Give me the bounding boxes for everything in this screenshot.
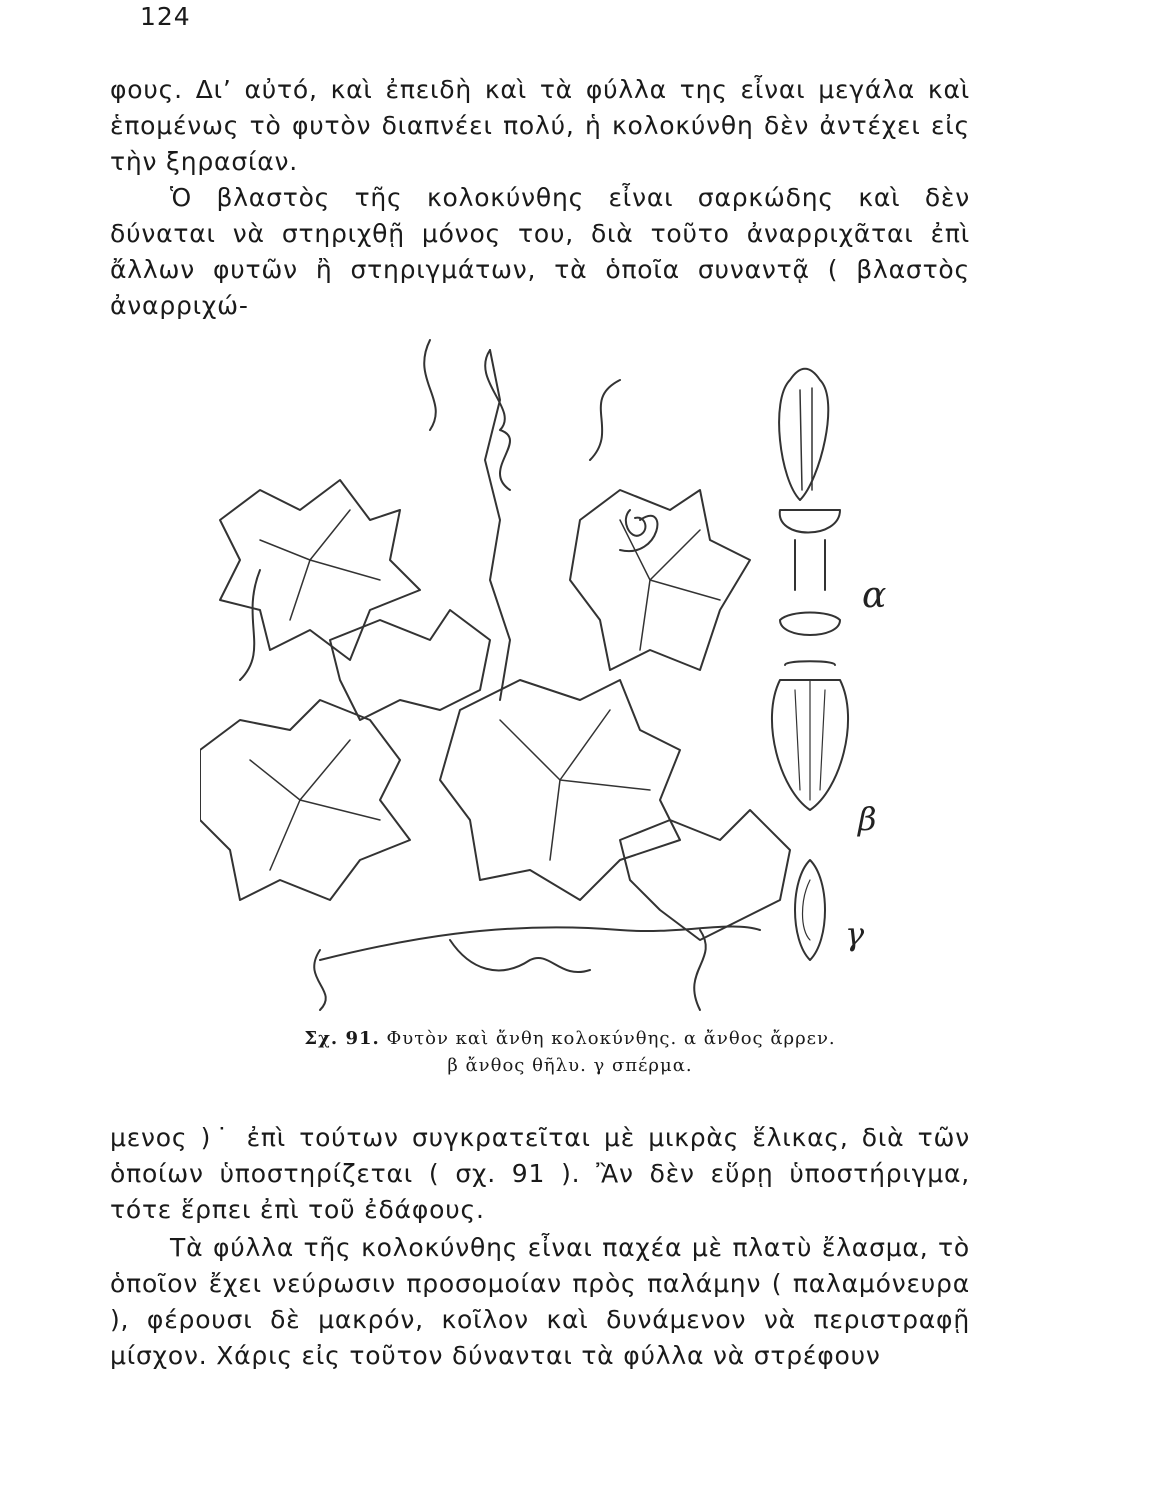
- paragraph-3: μενος )˙ ἐπὶ τούτων συγκρατεῖται μὲ μικρὰς ἕλικας, διὰ τῶν ὁποίων ὑποστηρίζεται ( σχ. 91 ). Ἂν δὲν εὕρῃ ὑποστήριγμα, τότε ἕρπει ἐπὶ τοῦ ἐδάφους.: [110, 1123, 970, 1224]
- figure-caption: [150, 1028, 990, 1049]
- page-number: 124: [140, 2, 191, 31]
- figure-caption-line1: Φυτὸν καὶ ἄνθη κολοκύνθης. α ἄνθος ἄρρεν.: [386, 1028, 836, 1049]
- paragraph-2: Ὁ βλαστὸς τῆς κολοκύνθης εἶναι σαρκώδης καὶ δὲν δύναται νὰ στηριχθῇ μόνος του, διὰ τοῦτο ἀναρριχᾶται ἐπὶ ἄλλων φυτῶν ἢ στηριγμάτων, τὰ ὁποῖα συναντᾷ ( βλαστὸς ἀναρριχώ-: [110, 183, 970, 320]
- figure-caption-line2: β ἄνθος θῆλυ. γ σπέρμα.: [447, 1055, 693, 1076]
- figure-caption-number: Σχ. 91.: [304, 1028, 380, 1049]
- figure-label-beta: β: [858, 800, 877, 838]
- figure-label-alpha: α: [862, 575, 887, 616]
- figure-label-gamma: γ: [845, 915, 865, 953]
- paragraph-4: Τὰ φύλλα τῆς κολοκύνθης εἶναι παχέα μὲ πλατὺ ἔλασμα, τὸ ὁποῖον ἔχει νεύρωσιν προσομοίαν πρὸς παλάμην ( παλαμόνευρα ), φέρουσι δὲ μακρόν, κοῖλον καὶ δυνάμενον νὰ περιστραφῇ μίσχον. Χάρις εἰς τοῦτον δύνανται τὰ φύλλα νὰ στρέφουν: [110, 1233, 970, 1370]
- pumpkin-plant-illustration: [200, 320, 900, 1020]
- paragraph-1: φους. Δι’ αὐτό, καὶ ἐπειδὴ καὶ τὰ φύλλα της εἶναι μεγάλα καὶ ἑπομένως τὸ φυτὸν διαπνέει πολύ, ἡ κολοκύνθη δὲν ἀντέχει εἰς τὴν ξηρασίαν.: [110, 75, 970, 176]
